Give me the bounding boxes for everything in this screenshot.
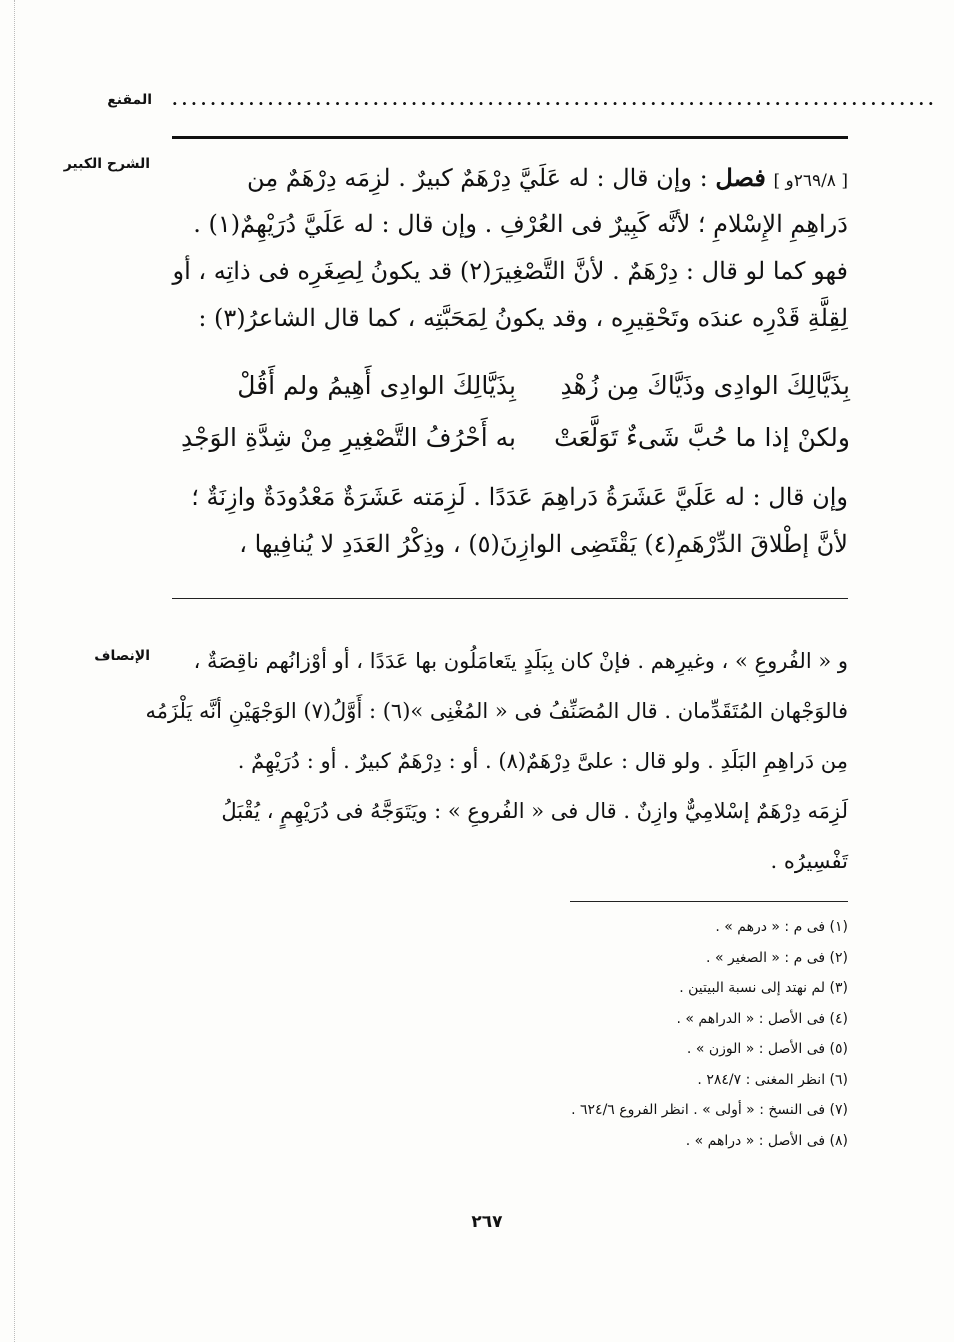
- sharh-line: لأنَّ إطْلاقَ الدِّرْهَمِ(٤) يَقْتَضِى الوازِنَ(٥) ، وذِكْرُ العَدَدِ لا يُنافِيها ،: [239, 530, 848, 558]
- insaf-line: و « الفُروعِ » ، وغيرِهم . فإنْ كان بِبَلَدٍ يتَعامَلُون بها عَدَدًا ، أو أوْزانُهم ناقِصَةٌ ،: [193, 649, 848, 673]
- sharh-text-block-continued: [172, 474, 848, 568]
- footnote: (٧) فى النسخ : « أولى » . انظر الفروع ٦٢٤/٦ .: [571, 1102, 848, 1118]
- footnote: (٣) لم نهتد إلى نسبة البيتين .: [679, 980, 848, 996]
- folio-reference: [ ٢٦٩/٨و ]: [773, 171, 848, 191]
- footnotes: [480, 912, 848, 1156]
- insaf-line: فالوَجْهان المُتَقَدِّمان . قال المُصَنِّفُ فى « المُغْنِى »(٦) : أَوَّلُ(٧) الوَجْهَيْنِ أنَّه يَلْزَمُه: [145, 699, 848, 723]
- margin-label-sharh: الشرح الكبير: [63, 156, 150, 172]
- section-divider: [172, 598, 848, 599]
- insaf-line: تَفْسِيرُه .: [770, 849, 848, 873]
- section-heading: فصل: [715, 163, 766, 192]
- running-header-title: المقنع: [107, 92, 152, 108]
- page-number: ٢٦٧: [471, 1212, 503, 1232]
- insaf-text-block: [145, 636, 848, 886]
- margin-label-insaf: الإنصاف: [94, 648, 150, 664]
- insaf-line: لَزِمَه دِرْهَمٌ إسْلامِيٌّ وازِنٌ . قال فى « الفُروعِ » : ويَتَوَجَّهُ فى دُرَيْهِمٍ ، يُقْبَلُ: [221, 799, 848, 823]
- sharh-line: وإن قال : له عَلَيَّ عَشَرَةُ دَراهِمَ عَدَدًا . لَزِمَته عَشَرَةٌ مَعْدُودَةٌ وازِنَةٌ ؛: [191, 483, 848, 511]
- footnote: (٢) فى م : « الصغير » .: [706, 949, 848, 966]
- verse-hemistich: بِذَيَّالِكَ الوادِى وذَيَّاكَ مِن زُهْدِ: [560, 371, 850, 400]
- running-header-dots: ................................................................................: [172, 90, 938, 109]
- footnote: (٤) فى الأصل : « الدراهم » .: [676, 1010, 848, 1027]
- footnote-rule: [570, 901, 848, 902]
- insaf-line: مِن دَراهِمِ البَلَدِ . ولو قال : علىَّ دِرْهَمٌ(٨) . أو : دِرْهَمٌ كبيرٌ . أو : دُرَيْهِمٌ .: [237, 749, 848, 773]
- footnote: (٨) فى الأصل : « دراهم » .: [685, 1132, 848, 1149]
- sharh-text-block: [172, 154, 848, 342]
- footnote: (٥) فى الأصل : « الوزن » .: [686, 1041, 848, 1057]
- header-rule: [172, 136, 848, 139]
- scan-edge-dots: [14, 0, 16, 1342]
- sharh-line: لِقِلَّةِ قَدْرِه عندَه وتَحْقِيرِه ، وقد يكونُ لِمَحَبَّتِه ، كما قال الشاعرُ(٣) :: [198, 304, 848, 332]
- verse-hemistich: بِذَيَّالِكَ الوادِى أَهِيمُ ولم أَقُلْ: [237, 371, 516, 400]
- sharh-line: دَراهِمِ الإِسْلامِ ؛ لأنَّه كَبِيرٌ فى العُرْفِ . وإن قال : له عَلَيَّ دُرَيْهِمٌ(١) .: [193, 210, 848, 238]
- footnote: (٦) انظر المغنى : ٢٨٤/٧ .: [697, 1071, 848, 1088]
- footnote: (١) فى م : « درهم » .: [715, 919, 848, 935]
- sharh-line: [172, 154, 848, 201]
- verse-hemistich: به أَحْرُفُ التَّصْغِيرِ مِنْ شِدَّةِ الوَجْدِ: [180, 423, 516, 452]
- sharh-line: فهو كما لو قال : دِرْهَمٌ . لأنَّ التَّصْغِيرَ(٢) قد يكونُ لِصِغَرِه فى ذاتِه ، أو: [172, 257, 848, 285]
- sharh-line-text: : وإن قال : له عَلَيَّ دِرْهَمٌ كبيرٌ . لزِمَه دِرْهَمٌ مِن: [247, 164, 708, 192]
- verse-hemistich: ولكنْ إذا ما حُبَّ شَىءٌ تَوَلَّعَتْ: [554, 423, 850, 452]
